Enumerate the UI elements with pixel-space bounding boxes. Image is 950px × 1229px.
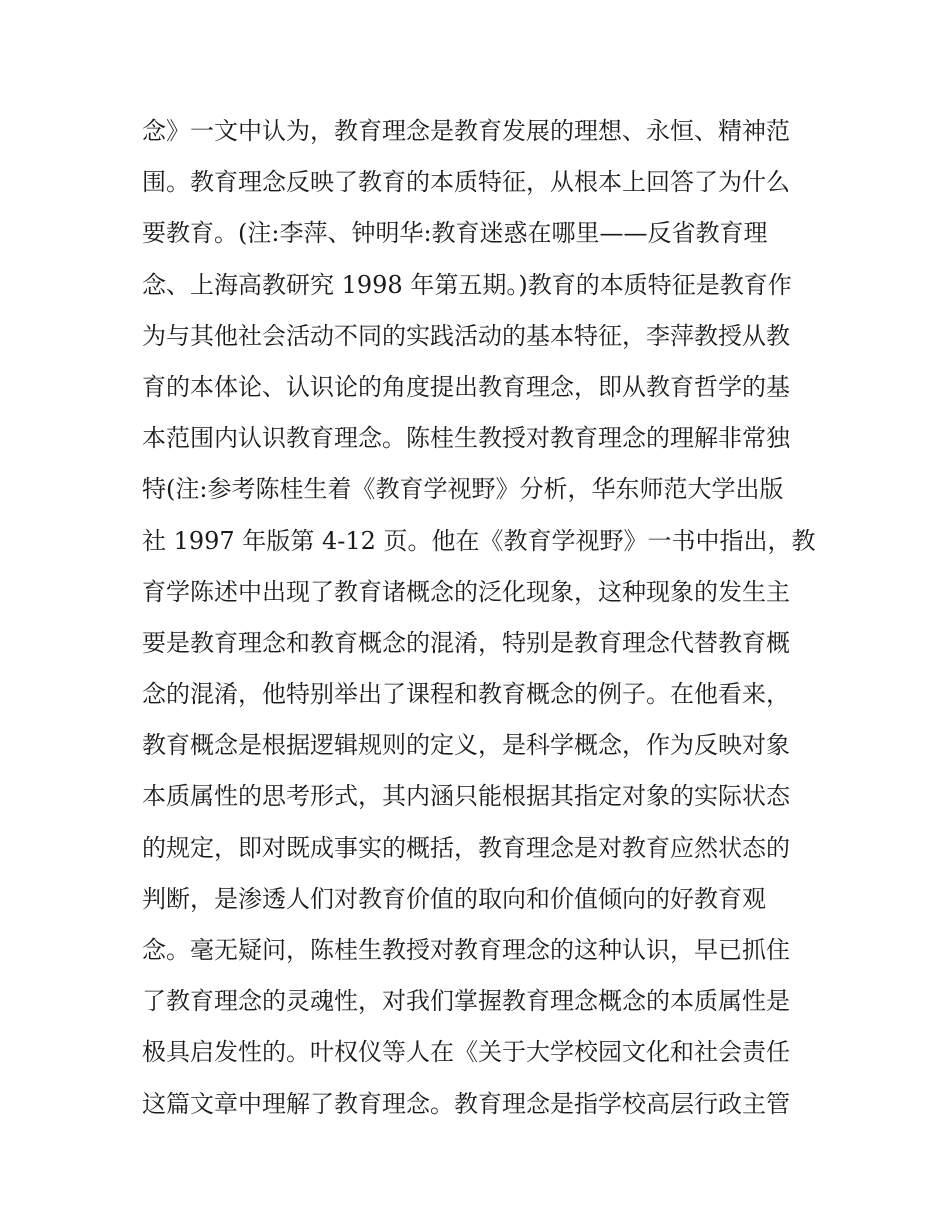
text-line: 的规定，即对既成事实的概括，教育理念是对教育应然状态的 (142, 833, 790, 862)
text-line: 育学陈述中出现了教育诸概念的泛化现象，这种现象的发生主 (142, 577, 790, 606)
text-line: 本范围内认识教育理念。陈桂生教授对教育理念的理解非常独 (142, 424, 790, 453)
text-line: 判断，是渗透人们对教育价值的取向和价值倾向的好教育观 (142, 884, 766, 913)
text-line: 围。教育理念反映了教育的本质特征，从根本上回答了为什么 (142, 168, 790, 197)
text-line: 育的本体论、认识论的角度提出教育理念，即从教育哲学的基 (142, 372, 790, 401)
text-line: 社 1997 年版第 4-12 页。他在《教育学视野》一书中指出，教 (142, 526, 816, 555)
text-line: 教育概念是根据逻辑规则的定义，是科学概念，作为反映对象 (142, 731, 790, 760)
text-line: 极具启发性的。叶权仪等人在《关于大学校园文化和社会责任 (142, 1038, 790, 1067)
text-line: 念、上海高教研究 1998 年第五期。)教育的本质特征是教育作 (142, 270, 792, 299)
text-line: 为与其他社会活动不同的实践活动的基本特征，李萍教授从教 (142, 321, 790, 350)
text-line: 本质属性的思考形式，其内涵只能根据其指定对象的实际状态 (142, 782, 790, 811)
text-line: 特(注:参考陈桂生着《教育学视野》分析，华东师范大学出版 (142, 475, 784, 504)
text-line: 了教育理念的灵魂性，对我们掌握教育理念概念的本质属性是 (142, 987, 790, 1016)
text-line: 这篇文章中理解了教育理念。教育理念是指学校高层行政主管 (142, 1089, 790, 1118)
text-line: 要是教育理念和教育概念的混淆，特别是教育理念代替教育概 (142, 628, 790, 657)
text-line: 念》一文中认为，教育理念是教育发展的理想、永恒、精神范 (142, 117, 790, 145)
body-text (142, 106, 822, 1130)
text-line: 念。毫无疑问，陈桂生教授对教育理念的这种认识，早已抓住 (142, 936, 790, 964)
text-line: 念的混淆，他特别举出了课程和教育概念的例子。在他看来， (142, 680, 790, 709)
text-line: 要教育。(注:李萍、钟明华:教育迷惑在哪里——反省教育理 (142, 219, 768, 248)
